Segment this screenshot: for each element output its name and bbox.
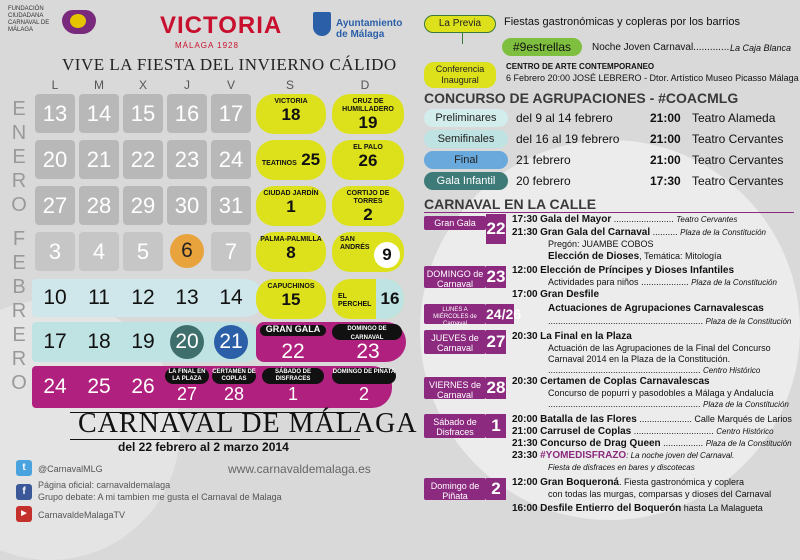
calendar-day: 28 [79, 186, 119, 225]
website-link[interactable]: www.carnavaldemalaga.es [228, 462, 371, 476]
calle-event: Actividades para niños ................... Plaza de la Constitución [548, 277, 777, 287]
calendar-day: 16 [167, 94, 207, 133]
calle-tag: Domingo de Piñata [424, 478, 486, 500]
calendar-day: 17 [43, 330, 67, 353]
calle-event: 21:00 Carrusel de Coplas ................................ Centro Histórico [512, 426, 774, 437]
tag-la-previa: La Previa [424, 15, 496, 33]
calle-event: 12:00 Elección de Príncipes y Dioses Infantiles [512, 265, 735, 276]
calendar-day: 18 [87, 330, 111, 353]
event-sabado-day: 1 [287, 384, 298, 404]
calle-event: Carnaval 2014 en la Plaza de la Constitución. [548, 354, 731, 364]
calendar-day: 24 [211, 140, 251, 179]
victoria-logo: VICTORIA [160, 12, 283, 39]
calendar-day: 25 [87, 375, 111, 398]
event-dates: del 22 febrero al 2 marzo 2014 [118, 440, 289, 454]
calendar-day: 10 [43, 286, 67, 309]
calle-event: 17:30 Gala del Mayor ........................ Teatro Cervantes [512, 214, 738, 225]
calendar-day: 31 [211, 186, 251, 225]
event-sabado-label: SÁBADO DE DISFRACES [262, 368, 324, 384]
youtube-icon[interactable]: ▶ [16, 506, 32, 522]
calle-tag: LUNES A MIÉRCOLES de Carnaval [424, 304, 486, 324]
calle-event: 20:30 Certamen de Coplas Carnavalescas [512, 376, 710, 387]
calle-event: Fiesta de disfraces en bares y discotecas [548, 463, 695, 472]
calendar-day-highlight: 6 [170, 234, 204, 268]
carnival-mask-logo [62, 10, 96, 34]
calle-event: 20:00 Batalla de las Flores ..................... Calle Marqués de Larios [512, 414, 792, 425]
ayuntamiento-shield-icon [313, 12, 331, 36]
calle-event: Concurso de popurri y pasodobles a Málaga y Andalucía [548, 388, 774, 398]
calendar-day: 17 [211, 94, 251, 133]
event-title: CARNAVAL DE MÁLAGA [78, 408, 418, 439]
calle-event: 23:30 #YOMEDISFRAZO: La noche joven del Carnaval. [512, 450, 735, 461]
event-san-andres: SAN ANDRÉS 9 [332, 232, 404, 272]
victoria-logo-sub: MÁLAGA 1928 [175, 41, 239, 50]
event-domingo-label: DOMINGO DE CARNAVAL [332, 324, 402, 340]
calendar-day: 4 [79, 232, 119, 271]
calendar-day: 13 [35, 94, 75, 133]
month-letter: E [12, 146, 26, 168]
calle-event: ............................................................. Centro Histórico [548, 365, 761, 375]
event-cruz-humilladero: CRUZ DE HUMILLADERO 19 [332, 94, 404, 134]
calendar-day: 20 [35, 140, 75, 179]
calendar-day: 14 [219, 286, 243, 309]
calendar-day: 30 [167, 186, 207, 225]
calendar-day: 13 [175, 286, 199, 309]
twitter-handle[interactable]: @CarnavalMLG [38, 464, 103, 474]
calle-tag: DOMINGO de Carnaval [424, 266, 486, 288]
concurso-place: Teatro Cervantes [692, 132, 784, 146]
event-el-palo: EL PALO 26 [332, 140, 404, 180]
calendar-day: 7 [211, 232, 251, 271]
month-letter: R [11, 300, 27, 322]
month-letter: F [12, 228, 26, 250]
calendar-day: 12 [131, 286, 155, 309]
estrellas-text: Noche Joven Carnaval............. [592, 42, 730, 53]
calendar-day: 29 [123, 186, 163, 225]
calle-tag: Gran Gala [424, 216, 486, 230]
concurso-time: 21:00 [650, 111, 681, 125]
section-concurso-title: CONCURSO DE AGRUPACIONES - #COACMLG [424, 90, 739, 106]
month-letter: N [11, 122, 27, 144]
calle-day: 23 [486, 267, 506, 286]
twitter-icon[interactable]: t [16, 460, 32, 476]
calle-event: Actuación de las Agrupaciones de la Final del Concurso [548, 343, 771, 353]
ayuntamiento-logo: Ayuntamiento de Málaga [336, 18, 403, 40]
calle-event: 21:30 Concurso de Drag Queen ................ Plaza de la Constitución [512, 438, 792, 449]
section-calle-title: CARNAVAL EN LA CALLE [424, 196, 597, 212]
month-letter: O [11, 194, 27, 216]
calle-event: ............................................................. Plaza de la Constitución [548, 399, 789, 409]
calendar-day-highlight: 21 [214, 325, 248, 359]
concurso-date: del 16 al 19 febrero [516, 132, 620, 146]
facebook-group[interactable]: Grupo debate: A mi tambien me gusta el Carnaval de Malaga [38, 492, 282, 502]
concurso-time: 21:00 [650, 153, 681, 167]
calle-day: 1 [486, 414, 506, 438]
day-header: D [360, 78, 370, 92]
calendar-day: 11 [88, 286, 110, 309]
calle-event: Elección de Dioses, Temática: Mitología [548, 251, 722, 262]
calle-event: 20:30 La Final en la Plaza [512, 331, 632, 342]
event-teatinos: TEATINOS 25 [256, 140, 326, 180]
calendar-day: 15 [123, 94, 163, 133]
concurso-time: 21:00 [650, 132, 681, 146]
calle-event: 21:30 Gran Gala del Carnaval .......... Plaza de la Constitución [512, 227, 766, 238]
day-header: J [184, 78, 190, 92]
month-letter: R [11, 348, 27, 370]
calle-day: 28 [486, 378, 506, 397]
calendar-day: 14 [79, 94, 119, 133]
concurso-date: 20 febrero [516, 174, 571, 188]
concurso-place: Teatro Alameda [692, 111, 776, 125]
calle-event: Pregón: JUAMBE COBOS [548, 239, 654, 249]
month-letter: B [12, 276, 26, 298]
calle-event: Actuaciones de Agrupaciones Carnavalescas [548, 303, 764, 314]
calendar-day: 27 [35, 186, 75, 225]
calle-day: 2 [486, 478, 506, 500]
facebook-icon[interactable]: f [16, 484, 32, 500]
month-letter: E [12, 324, 26, 346]
calle-event: 17:00 Gran Desfile [512, 289, 600, 300]
calle-event: .............................................................. Plaza de la Constitución [548, 316, 792, 326]
concurso-place: Teatro Cervantes [692, 153, 784, 167]
event-gran-gala-label: GRAN GALA [260, 325, 326, 336]
concurso-date: 21 febrero [516, 153, 571, 167]
calendar-day: 19 [131, 330, 155, 353]
event-ciudad-jardin: CIUDAD JARDÍN 1 [256, 186, 326, 226]
calendar-day: 23 [167, 140, 207, 179]
event-dompinata-day: 2 [358, 384, 369, 404]
calle-event: 16:00 Desfile Entierro del Boquerón hasta La Malagueta [512, 503, 763, 514]
calendar-day: 22 [123, 140, 163, 179]
calle-tag: JUEVES de Carnaval [424, 330, 486, 354]
event-final-label: LA FINAL EN LA PLAZA [165, 368, 209, 384]
tag-preliminares: Preliminares [424, 109, 508, 127]
calendar-day: 5 [123, 232, 163, 271]
calle-tag: VIERNES de Carnaval [424, 377, 486, 399]
tag-conferencia: Conferencia Inaugural [424, 62, 496, 88]
tag-gala-infantil: Gala Infantil [424, 172, 508, 190]
event-gran-gala-day: 22 [281, 340, 305, 363]
calendar-day: 24 [43, 375, 67, 398]
month-letter: E [12, 252, 26, 274]
event-dompinata-label: DOMINGO DE PIÑATA [332, 368, 396, 384]
calle-day: 27 [486, 330, 506, 354]
calle-day: 24/26 [486, 306, 522, 322]
event-el-perchel: EL PERCHEL 16 [332, 279, 404, 319]
month-letter: E [12, 98, 26, 120]
page-subtitle: VIVE LA FIESTA DEL INVIERNO CÁLIDO [62, 55, 397, 74]
concurso-date: del 9 al 14 febrero [516, 111, 613, 125]
event-certamen-label: CERTAMEN DE COPLAS [212, 369, 256, 382]
calle-tag: Sábado de Disfraces [424, 414, 486, 438]
event-victoria: VICTORIA 18 [256, 94, 326, 134]
estrellas-place: La Caja Blanca [730, 43, 792, 53]
youtube-channel[interactable]: CarnavaldeMalagaTV [38, 510, 126, 520]
facebook-page[interactable]: Página oficial: carnavaldemalaga [38, 480, 171, 490]
calle-event: con todas las murgas, comparsas y dioses del Carnaval [548, 489, 772, 499]
conferencia-venue: CENTRO DE ARTE CONTEMPORANEO [506, 62, 655, 71]
event-certamen-day: 28 [223, 384, 245, 404]
event-final-day: 27 [176, 384, 198, 404]
event-cortijo-torres: CORTIJO DE TORRES 2 [332, 186, 404, 226]
calendar-day: 3 [35, 232, 75, 271]
section-rule [424, 212, 794, 213]
previa-text: Fiestas gastronómicas y copleras por los barrios [504, 16, 740, 28]
fundacion-logo-text: FUNDACIÓN CIUDADANA CARNAVAL DE MÁLAGA [8, 6, 50, 33]
conferencia-detail: 6 Febrero 20:00 JOSÉ LEBRERO - Dtor. Artístico Museo Picasso Málaga [506, 73, 799, 83]
concurso-place: Teatro Cervantes [692, 174, 784, 188]
event-domingo-day: 23 [356, 340, 380, 363]
calendar-day: 21 [79, 140, 119, 179]
day-header: M [94, 78, 104, 92]
concurso-time: 17:30 [650, 174, 681, 188]
calle-event: 12:00 Gran Boqueroná. Fiesta gastronómica y coplera [512, 477, 745, 488]
calle-day: 22 [486, 214, 506, 244]
day-header: S [285, 78, 294, 92]
tag-semifinales: Semifinales [424, 130, 508, 148]
day-header: X [138, 78, 147, 92]
day-header: L [51, 78, 59, 92]
day-header: V [226, 78, 235, 92]
event-capuchinos: CAPUCHINOS 15 [256, 279, 326, 319]
calendar-day: 26 [131, 375, 155, 398]
month-letter: O [11, 372, 27, 394]
event-palma-palmilla: PALMA-PALMILLA 8 [256, 232, 326, 272]
tag-final: Final [424, 151, 508, 169]
month-letter: R [11, 170, 27, 192]
calendar-day-highlight: 20 [170, 325, 204, 359]
tag-9estrellas: #9estrellas [502, 38, 582, 56]
